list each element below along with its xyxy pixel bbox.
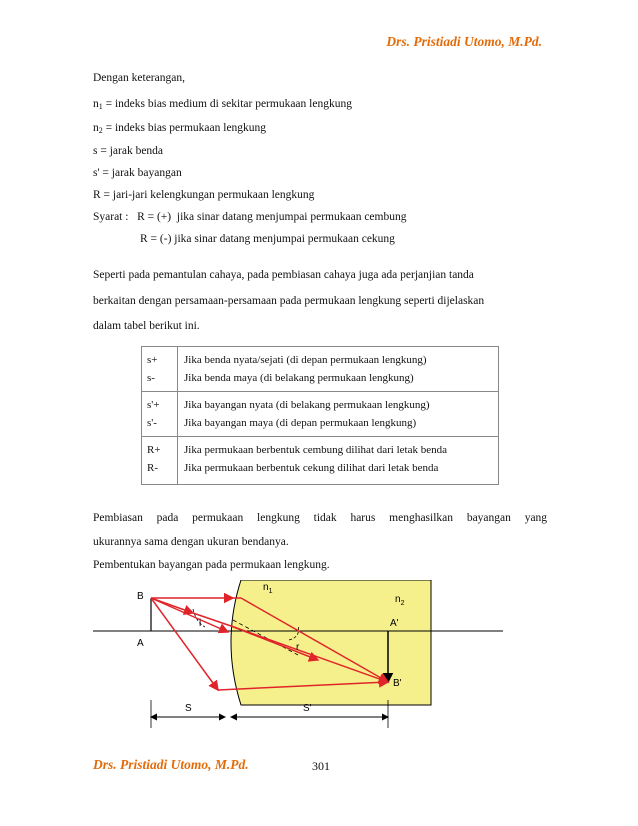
table-symbol-cell [142, 437, 178, 484]
table-description-cell [178, 437, 498, 484]
table-symbol: s- [147, 372, 155, 384]
word: lengkung [257, 512, 300, 524]
syarat-concave: R = (-) jika sinar datang menjumpai permukaan cekung [140, 233, 395, 245]
definition-R: R = jari-jari kelengkungan permukaan lengkung [93, 189, 315, 201]
word: pada [156, 512, 179, 524]
table-row [142, 347, 498, 392]
word: harus [350, 512, 376, 524]
label-B: B [137, 591, 144, 602]
table-symbol-cell [142, 347, 178, 391]
paragraph2-line3: Pembentukan bayangan pada permukaan lengkung. [93, 559, 330, 571]
table-symbol: s'+ [147, 399, 160, 411]
footer-author: Drs. Pristiadi Utomo, M.Pd. [93, 757, 249, 772]
label-n1: $n_1$ [263, 582, 273, 595]
definition-n1: $n_1$ = indeks bias medium di sekitar permukaan lengkung [93, 98, 352, 111]
paragraph1-line1: Seperti pada pemantulan cahaya, pada pembiasan cahaya juga ada perjanjian tanda [93, 269, 474, 281]
paragraph1-line2: berkaitan dengan persamaan-persamaan pada permukaan lengkung seperti dijelaskan [93, 295, 485, 307]
word: yang [524, 512, 548, 524]
definition-s: s = jarak benda [93, 145, 164, 157]
label-A-prime: A' [390, 618, 399, 629]
syarat-convex: Syarat : R = (+) jika sinar datang menjumpai permukaan cembung [93, 211, 407, 223]
table-description: Jika permukaan berbentuk cekung dilihat dari letak benda [184, 462, 439, 474]
paragraph2-line2: ukurannya sama dengan ukuran bendanya. [93, 536, 289, 548]
table-symbol: s'- [147, 417, 157, 429]
paragraph1-line3: dalam tabel berikut ini. [93, 320, 200, 332]
table-row [142, 437, 498, 484]
table-description: Jika bayangan maya (di depan permukaan lengkung) [184, 417, 417, 429]
table-description: Jika benda maya (di belakang permukaan lengkung) [184, 372, 414, 384]
label-s: S [185, 703, 192, 714]
label-A: A [137, 638, 144, 649]
label-i: i [199, 618, 202, 629]
definition-s-prime: s' = jarak bayangan [93, 167, 182, 179]
definition-n2: $n_2$ = indeks bias permukaan lengkung [93, 122, 267, 135]
label-B-prime: B' [393, 678, 402, 689]
label-s-prime: S' [303, 703, 312, 714]
table-description: Jika bayangan nyata (di belakang permukaan lengkung) [184, 399, 430, 411]
table-symbol: R- [147, 462, 158, 474]
table-description-cell [178, 347, 498, 391]
label-n2: $n_2$ [395, 594, 405, 607]
table-symbol-cell [142, 392, 178, 436]
word: tidak [313, 512, 337, 524]
label-r: r [296, 642, 300, 653]
incident-ray [151, 598, 218, 690]
page-header-author: Drs. Pristiadi Utomo, M.Pd. [386, 34, 542, 49]
sign-convention-table [141, 346, 499, 485]
word: permukaan [192, 512, 244, 524]
word: bayangan [466, 512, 511, 524]
table-description: Jika benda nyata/sejati (di depan permukaan lengkung) [184, 354, 427, 366]
refraction-diagram [93, 580, 543, 730]
word: Pembiasan [93, 512, 143, 524]
table-row [142, 392, 498, 437]
table-description-cell [178, 392, 498, 436]
page-number: 301 [312, 759, 330, 773]
table-symbol: s+ [147, 354, 158, 366]
table-symbol: R+ [147, 444, 161, 456]
paragraph2-line1 [93, 512, 547, 524]
table-description: Jika permukaan berbentuk cembung dilihat dari letak benda [184, 444, 447, 456]
keterangan-intro: Dengan keterangan, [93, 72, 185, 84]
word: menghasilkan [389, 512, 454, 524]
